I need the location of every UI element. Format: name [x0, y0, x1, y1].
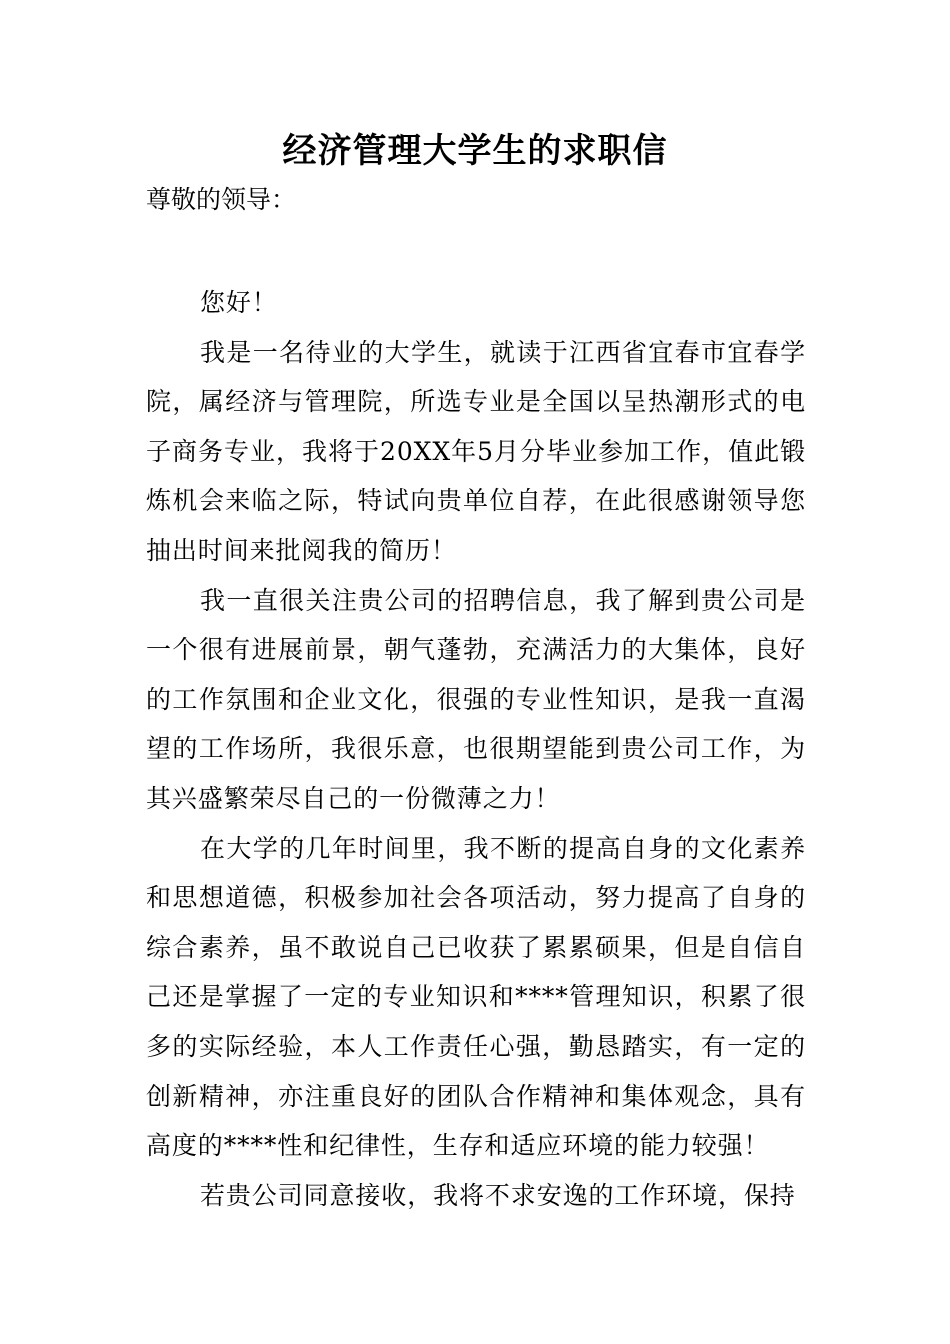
paragraph-commitment: 若贵公司同意接收，我将不求安逸的工作环境，保持 — [200, 1180, 796, 1210]
paragraph-qualifications: 在大学的几年时间里，我不断的提高自身的文化素养和思想道德，积极参加社会各项活动，努力提高了自身的综合素养，虽不敢说自己已收获了累累硕果，但是自信自己还是掌握了一定的专业知识和****管理知识，积累了很多的实际经验，本人工作责任心强，勤恳踏实，有一定的创新精神，亦注重良好的团队合作精神和集体观念，具有高度的****性和纪律性，生存和适应环境的能力较强！ — [146, 833, 806, 1161]
paragraph-company-interest: 我一直很关注贵公司的招聘信息，我了解到贵公司是一个很有进展前景，朝气蓬勃，充满活力的大集体，良好的工作氛围和企业文化，很强的专业性知识，是我一直渴望的工作场所，我很乐意，也很期望能到贵公司工作，为其兴盛繁荣尽自己的一份微薄之力！ — [146, 585, 806, 813]
document-title: 经济管理大学生的求职信 — [282, 131, 668, 171]
letter-body — [146, 278, 806, 1220]
paragraph-introduction: 我是一名待业的大学生，就读于江西省宜春市宜春学院，属经济与管理院，所选专业是全国以呈热潮形式的电子商务专业，我将于20XX年5月分毕业参加工作，值此锻炼机会来临之际，特试向贵单位自荐，在此很感谢领导您抽出时间来批阅我的简历！ — [146, 337, 806, 565]
salutation: 尊敬的领导： — [146, 185, 297, 214]
paragraph-greeting: 您好！ — [200, 288, 278, 317]
